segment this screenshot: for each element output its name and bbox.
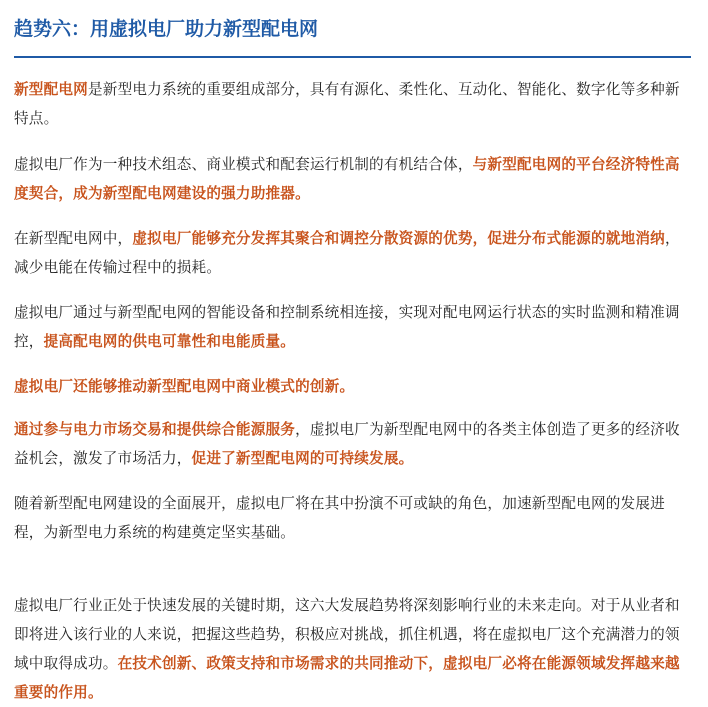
highlight-text: 提高配电网的供电可靠性和电能质量。 [43,333,296,350]
paragraph-2 [14,150,694,208]
paragraph-6 [14,415,694,473]
paragraph-8 [14,591,694,707]
body-text: 在新型配电网中， [14,230,133,247]
body-text: 虚拟电厂通过与新型配电网的智能设备和控制系统相连接，实现对配电网运行状态的实时监测和精准调控， [14,304,680,350]
paragraph-5 [14,372,694,401]
body-text: 是新型电力系统的重要组成部分，具有有源化、柔性化、互动化、智能化、数字化等多种新特点。 [14,81,680,127]
body-text: 虚拟电厂行业正处于快速发展的关键时期，这六大发展趋势将深刻影响行业的未来走向。对于从业者和即将进入该行业的人来说，把握这些趋势，积极应对挑战，抓住机遇，将在虚拟电厂这个充满潜力的领域中取得成功。 [14,597,680,672]
paragraph-4 [14,298,694,356]
highlight-text: 与新型配电网的平台经济特性高度契合，成为新型配电网建设的强力助推器。 [14,156,680,202]
highlight-text: 促进了新型配电网的可持续发展。 [191,450,414,467]
paragraph-1 [14,75,694,133]
highlight-text: 虚拟电厂能够充分发挥其聚合和调控分散资源的优势，促进分布式能源的就地消纳 [132,230,665,247]
section-title: 趋势六：用虚拟电厂助力新型配电网 [14,18,319,40]
body-text: ，减少电能在传输过程中的损耗。 [14,230,680,276]
highlight-text: 新型配电网 [14,81,88,98]
body-text: ，虚拟电厂为新型配电网中的各类主体创造了更多的经济收益机会，激发了市场活力， [14,421,680,467]
title-divider [14,56,691,58]
paragraph-3 [14,224,694,282]
highlight-text: 在技术创新、政策支持和市场需求的共同推动下，虚拟电厂必将在能源领域发挥越来越重要的作用。 [14,655,680,701]
highlight-text: 虚拟电厂还能够推动新型配电网中商业模式的创新。 [14,378,355,395]
paragraph-7 [14,489,694,547]
body-text: 随着新型配电网建设的全面展开，虚拟电厂将在其中扮演不可或缺的角色，加速新型配电网的发展进程，为新型电力系统的构建奠定坚实基础。 [14,495,665,541]
body-text: 虚拟电厂作为一种技术组态、商业模式和配套运行机制的有机结合体， [14,156,473,173]
highlight-text: 通过参与电力市场交易和提供综合能源服务 [14,421,296,438]
